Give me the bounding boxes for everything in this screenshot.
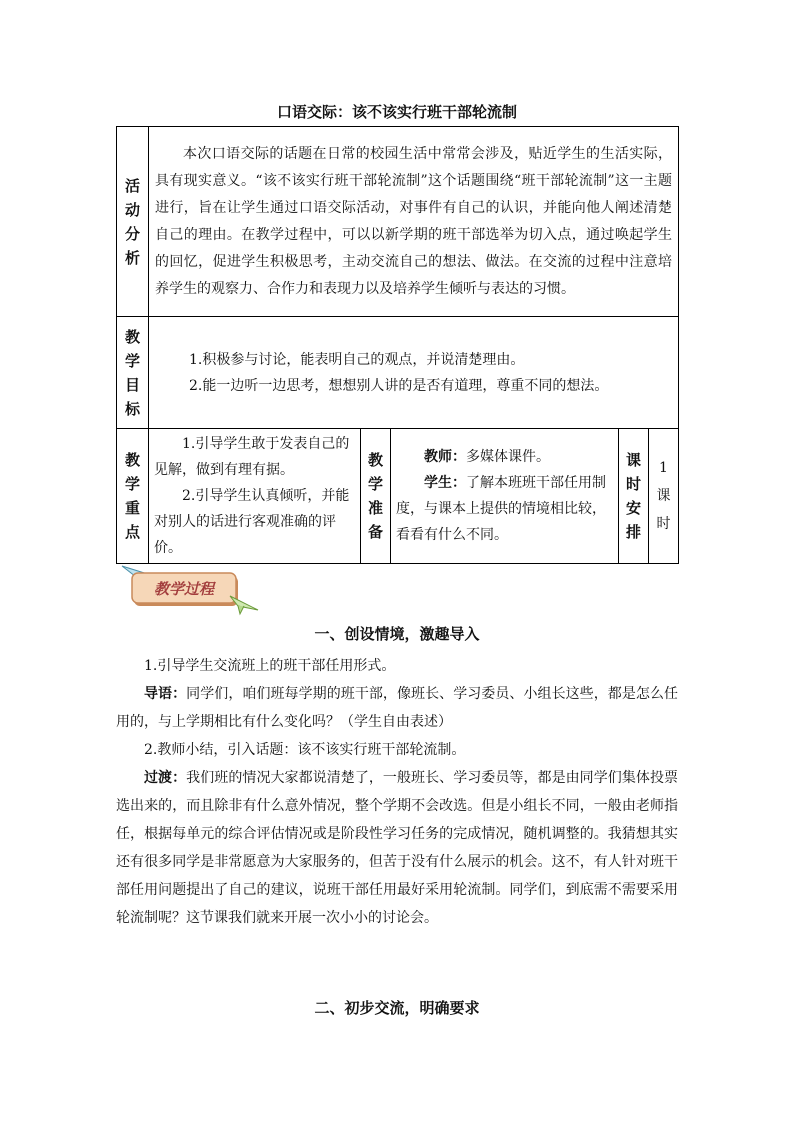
section-2-heading: 二、初步交流，明确要求 <box>314 999 480 1017</box>
time-arrangement-label-text: 课时安排 <box>625 451 641 541</box>
teaching-focus-cell <box>149 429 361 564</box>
teaching-process-badge <box>120 562 260 618</box>
activity-analysis-text: 本次口语交际的话题在日常的校园生活中常常会涉及，贴近学生的生活实际，具有现实意义。“该不该实行班干部轮流制”这个话题围绕“班干部轮流制”这一主题进行，旨在让学生通过口语交际活动，对事件有自己的认识，并能向他人阐述清楚自己的理由。在教学过程中，可以以新学期的班干部选举为切入点，通过唤起学生的回忆，促进学生积极思考，主动交流自己的想法、做法。在交流的过程中注意培养学生的观察力、合作力和表现力以及培养学生倾听与表达的习惯。 <box>149 127 679 317</box>
prep-teacher-label: 教师： <box>424 449 466 465</box>
time-arrangement-value <box>649 429 679 564</box>
teaching-focus-label-text: 教学重点 <box>124 451 140 541</box>
transition-text: 我们班的情况大家都说清楚了，一般班长、学习委员等，都是由同学们集体投票选出来的，而且除非有什么意外情况，整个学期不会改选。但是小组长不同，一般由老师指任，根据每单元的综合评估情况或是阶段性学习任务的完成情况，随机调整的。我猜想其实还有很多同学是非常愿意为大家服务的，但苦于没有什么展示的机会。这不，有人针对班干部任用问题提出了自己的建议，说班干部任用最好采用轮流制。同学们，到底需不需要采用轮流制呢？这节课我们就来开展一次小小的讨论会。 <box>116 770 679 926</box>
focus-item: 1.引导学生敢于发表自己的见解，做到有理有据。 <box>154 436 350 478</box>
prep-student <box>396 470 613 548</box>
goal-item: 1.积极参与讨论，能表明自己的观点，并说清楚理由。 <box>189 351 525 368</box>
prep-student-text: 了解本班班干部任用制度，与课本上提供的情境相比较，看看有什么不同。 <box>396 475 606 543</box>
section-1-transition <box>116 764 678 932</box>
transition-label: 过渡： <box>144 770 187 786</box>
section-1-heading: 一、创设情境，激趣导入 <box>314 625 480 643</box>
teaching-goals-label <box>117 317 149 429</box>
time-arrangement-value-text: 1课时 <box>656 460 671 532</box>
badge-text: 教学过程 <box>153 580 215 598</box>
section-1-item-1: 1.引导学生交流班上的班干部任用形式。 <box>144 658 396 674</box>
lesson-plan-table <box>116 126 679 564</box>
activity-analysis-label-text: 活动分析 <box>124 176 140 267</box>
prep-teacher-text: 多媒体课件。 <box>466 449 550 465</box>
intro-label: 导语： <box>144 686 187 702</box>
section-2 <box>116 994 678 1022</box>
prep-student-label: 学生： <box>424 475 466 491</box>
section-1-intro <box>116 680 678 736</box>
activity-analysis-label <box>117 127 149 317</box>
focus-item: 2.引导学生认真倾听，并能对别人的话进行客观准确的评价。 <box>154 488 350 556</box>
teaching-prep-label <box>361 429 391 564</box>
section-1-item-2: 2.教师小结，引入话题：该不该实行班干部轮流制。 <box>144 742 466 758</box>
intro-text: 同学们，咱们班每学期的班干部，像班长、学习委员、小组长这些，都是怎么任用的，与上学期相比有什么变化吗？（学生自由表述） <box>116 686 679 730</box>
teaching-prep-cell <box>391 429 619 564</box>
section-1 <box>116 620 678 932</box>
prep-teacher <box>396 444 613 470</box>
teaching-focus-label <box>117 429 149 564</box>
goal-item: 2.能一边听一边思考，想想别人讲的是否有道理，尊重不同的想法。 <box>189 377 609 394</box>
page-title: 口语交际：该不该实行班干部轮流制 <box>276 103 517 121</box>
teaching-prep-label-text: 教学准备 <box>367 451 383 541</box>
teaching-goals-label-text: 教学目标 <box>124 327 140 418</box>
teaching-goals-cell <box>149 317 679 429</box>
time-arrangement-label <box>619 429 649 564</box>
